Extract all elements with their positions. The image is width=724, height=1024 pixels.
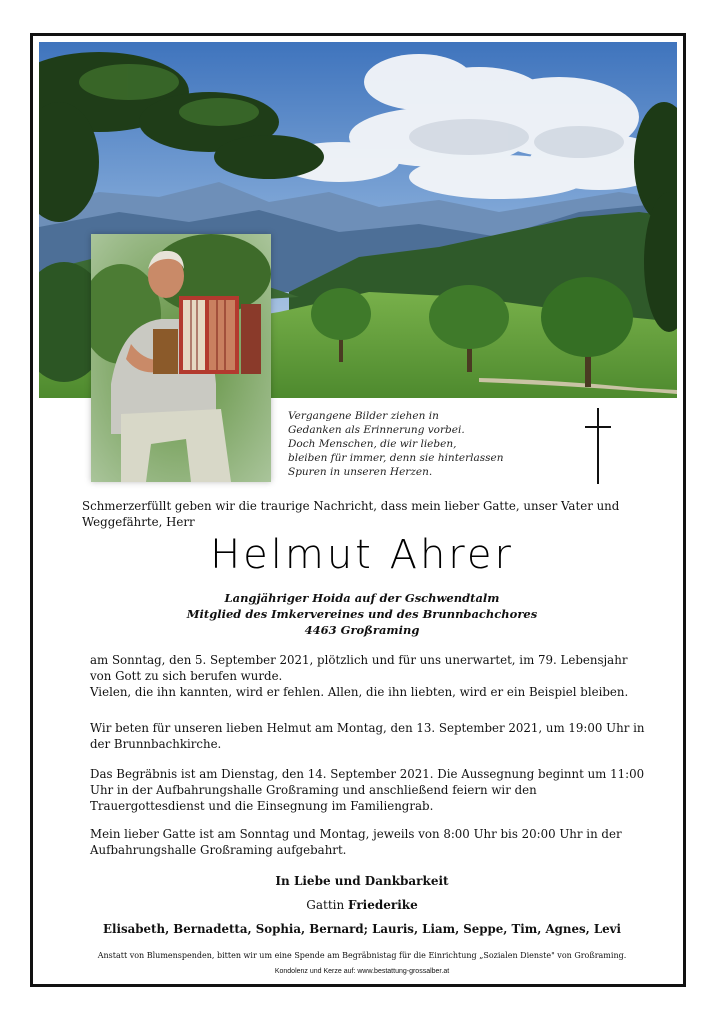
condolence-link[interactable]: Kondolenz und Kerze auf: www.bestattung-grossalber.at [274,968,450,975]
portrait-illustration [91,234,271,482]
poem-line: Vergangene Bilder ziehen in [288,410,439,422]
funeral-notice: Das Begräbnis ist am Dienstag, den 14. September 2021. Die Aussegnung beginnt um 11:00 Uhr in der Aufbahrungshalle Großraming und anschließend feiern wir den Trauergottesdienst und die Einsegnung im Familiengrab. [90,767,645,813]
death-notice-text: am Sonntag, den 5. September 2021, plötzlich und für uns unerwartet, im 79. Lebensjahr von Gott zu sich berufen wurde. [90,653,628,683]
poem-line: Gedanken als Erinnerung vorbei. [288,424,465,436]
spouse-name: Friederike [348,898,418,912]
spouse-line [0,898,724,912]
remembrance-text: Vielen, die ihn kannten, wird er fehlen. Allen, die ihn liebten, wird er ein Beispiel bleiben. [90,685,629,699]
poem-line: bleiben für immer, denn sie hinterlassen [288,452,504,464]
poem-line: Doch Menschen, die wir lieben, [288,438,457,450]
spouse-prefix: Gattin [306,898,345,912]
family-names: Elisabeth, Bernadetta, Sophia, Bernard; Lauris, Liam, Seppe, Tim, Agnes, Levi [103,922,621,936]
deceased-name: Helmut Ahrer [210,532,514,578]
description-line: 4463 Großraming [304,623,420,637]
cross-icon [585,408,611,484]
portrait-photo [91,234,271,482]
viewing-notice: Mein lieber Gatte ist am Sonntag und Montag, jeweils von 8:00 Uhr bis 20:00 Uhr in der Aufbahrungshalle Großraming aufgebahrt. [90,827,622,857]
description-line: Langjähriger Hoida auf der Gschwendtalm [224,591,500,605]
death-notice [90,652,650,700]
prayer-notice: Wir beten für unseren lieben Helmut am Montag, den 13. September 2021, um 19:00 Uhr in der Brunnbachkirche. [90,721,645,751]
poem-line: Spuren in unseren Herzen. [288,466,433,478]
deceased-description [0,590,724,638]
closing-heading: In Liebe und Dankbarkeit [275,874,449,888]
description-line: Mitglied des Imkervereines und des Brunnbachchores [186,607,538,621]
memorial-poem [288,409,504,479]
donation-note: Anstatt von Blumenspenden, bitten wir um eine Spende am Begräbnistag für die Einrichtung „Sozialen Dienste" von Großraming. [97,951,627,960]
announcement-intro: Schmerzerfüllt geben wir die traurige Nachricht, dass mein lieber Gatte, unser Vater und Weggefährte, Herr [82,499,620,529]
